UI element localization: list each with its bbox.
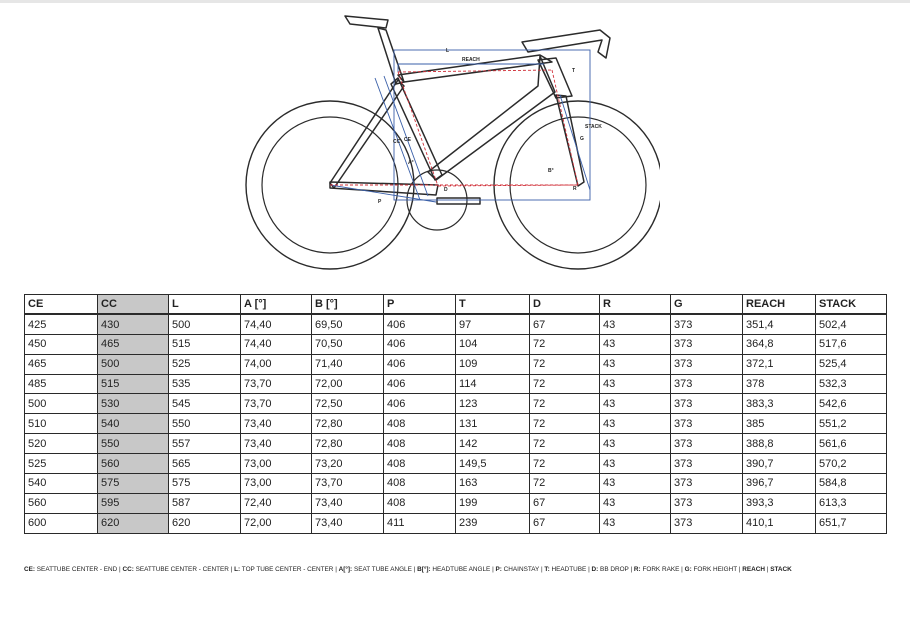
table-cell: 123 [456, 394, 530, 414]
table-cell: 73,40 [312, 493, 384, 513]
table-cell: 72 [530, 334, 600, 354]
table-cell: 67 [530, 314, 600, 334]
table-cell: 450 [25, 334, 98, 354]
table-cell: 551,2 [816, 414, 887, 434]
table-cell: 408 [384, 454, 456, 474]
legend-key: B[°]: [417, 566, 431, 573]
table-cell: 43 [600, 394, 671, 414]
legend-text: CHAINSTAY | [501, 566, 545, 573]
svg-text:B°: B° [548, 168, 554, 174]
table-row [25, 493, 887, 513]
legend-text: HEADTUBE ANGLE | [430, 566, 496, 573]
table-row [25, 474, 887, 494]
legend-text: HEADTUBE | [549, 566, 592, 573]
table-cell: 142 [456, 434, 530, 454]
table-cell: 43 [600, 493, 671, 513]
table-cell: 408 [384, 474, 456, 494]
table-cell: 561,6 [816, 434, 887, 454]
table-cell: 373 [671, 414, 743, 434]
table-cell: 393,3 [743, 493, 816, 513]
table-cell: 373 [671, 334, 743, 354]
table-cell: 557 [169, 434, 241, 454]
table-cell: 510 [25, 414, 98, 434]
table-cell: 595 [98, 493, 169, 513]
legend-text: FORK RAKE | [640, 566, 685, 573]
geometry-table [24, 294, 887, 534]
table-cell: 73,20 [312, 454, 384, 474]
table-row [25, 394, 887, 414]
legend-key: REACH [742, 566, 765, 573]
table-cell: 71,40 [312, 354, 384, 374]
table-cell: 620 [98, 513, 169, 533]
table-cell: 43 [600, 513, 671, 533]
column-header: CE [25, 295, 98, 315]
table-cell: 584,8 [816, 474, 887, 494]
table-cell: 43 [600, 314, 671, 334]
table-cell: 530 [98, 394, 169, 414]
table-cell: 67 [530, 493, 600, 513]
table-cell: 74,40 [241, 334, 312, 354]
table-cell: 149,5 [456, 454, 530, 474]
column-header: B [°] [312, 295, 384, 315]
column-header: REACH [743, 295, 816, 315]
table-cell: 373 [671, 474, 743, 494]
column-header: L [169, 295, 241, 315]
legend-key: G: [684, 566, 692, 573]
svg-text:R: R [573, 186, 577, 192]
table-cell: 73,00 [241, 454, 312, 474]
svg-text:T: T [572, 68, 576, 74]
table-cell: 72 [530, 354, 600, 374]
table-cell: 114 [456, 374, 530, 394]
svg-text:P: P [378, 199, 382, 205]
table-cell: 560 [25, 493, 98, 513]
table-cell: 72 [530, 434, 600, 454]
table-cell: 620 [169, 513, 241, 533]
table-cell: 73,40 [241, 414, 312, 434]
table-cell: 73,40 [241, 434, 312, 454]
table-header-row [25, 295, 887, 315]
table-cell: 390,7 [743, 454, 816, 474]
table-cell: 575 [98, 474, 169, 494]
table-cell: 425 [25, 314, 98, 334]
table-cell: 72 [530, 374, 600, 394]
table-cell: 73,70 [312, 474, 384, 494]
table-row [25, 334, 887, 354]
table-cell: 465 [98, 334, 169, 354]
dimension-lines-blue [330, 50, 590, 202]
table-cell: 73,00 [241, 474, 312, 494]
table-cell: 500 [25, 394, 98, 414]
table-cell: 485 [25, 374, 98, 394]
table-cell: 570,2 [816, 454, 887, 474]
svg-text:STACK: STACK [585, 124, 602, 130]
svg-text:L: L [446, 48, 450, 54]
table-cell: 43 [600, 354, 671, 374]
legend-key: D: [591, 566, 599, 573]
legend-text: BB DROP | [598, 566, 634, 573]
table-row [25, 513, 887, 533]
table-cell: 587 [169, 493, 241, 513]
legend-text: SEAT TUBE ANGLE | [352, 566, 418, 573]
table-cell: 396,7 [743, 474, 816, 494]
table-cell: 70,50 [312, 334, 384, 354]
table-cell: 520 [25, 434, 98, 454]
svg-text:CC: CC [393, 139, 401, 145]
table-cell: 408 [384, 434, 456, 454]
table-cell: 430 [98, 314, 169, 334]
table-cell: 651,7 [816, 513, 887, 533]
table-cell: 411 [384, 513, 456, 533]
table-cell: 465 [25, 354, 98, 374]
legend-text: | [764, 566, 771, 573]
table-cell: 550 [169, 414, 241, 434]
table-cell: 72,50 [312, 394, 384, 414]
table-cell: 364,8 [743, 334, 816, 354]
legend-text: SEATTUBE CENTER - END | [35, 566, 123, 573]
table-cell: 72 [530, 394, 600, 414]
table-cell: 73,40 [312, 513, 384, 533]
table-cell: 408 [384, 414, 456, 434]
table-cell: 372,1 [743, 354, 816, 374]
column-header: T [456, 295, 530, 315]
table-cell: 67 [530, 513, 600, 533]
legend [24, 566, 894, 573]
table-cell: 104 [456, 334, 530, 354]
table-cell: 43 [600, 474, 671, 494]
table-cell: 43 [600, 374, 671, 394]
table-cell: 373 [671, 434, 743, 454]
column-header: STACK [816, 295, 887, 315]
svg-text:D: D [444, 187, 448, 193]
table-cell: 373 [671, 374, 743, 394]
table-cell: 540 [25, 474, 98, 494]
table-cell: 406 [384, 354, 456, 374]
svg-text:A°: A° [408, 160, 414, 166]
table-cell: 410,1 [743, 513, 816, 533]
table-cell: 525 [169, 354, 241, 374]
table-cell: 109 [456, 354, 530, 374]
legend-key: CC: [122, 566, 134, 573]
table-cell: 373 [671, 354, 743, 374]
legend-text: SEATTUBE CENTER - CENTER | [133, 566, 235, 573]
column-header: A [°] [241, 295, 312, 315]
top-divider [0, 0, 910, 3]
table-cell: 43 [600, 454, 671, 474]
column-header: CC [98, 295, 169, 315]
table-row [25, 354, 887, 374]
legend-key: A[°]: [338, 566, 353, 573]
table-cell: 613,3 [816, 493, 887, 513]
table-cell: 69,50 [312, 314, 384, 334]
table-cell: 97 [456, 314, 530, 334]
table-cell: 525 [25, 454, 98, 474]
table-cell: 406 [384, 334, 456, 354]
table-cell: 550 [98, 434, 169, 454]
table-cell: 406 [384, 394, 456, 414]
table-cell: 502,4 [816, 314, 887, 334]
legend-text: TOP TUBE CENTER - CENTER | [240, 566, 339, 573]
table-cell: 517,6 [816, 334, 887, 354]
table-cell: 74,40 [241, 314, 312, 334]
column-header: R [600, 295, 671, 315]
table-cell: 500 [169, 314, 241, 334]
table-cell: 388,8 [743, 434, 816, 454]
table-cell: 560 [98, 454, 169, 474]
table-cell: 515 [98, 374, 169, 394]
table-cell: 131 [456, 414, 530, 434]
table-cell: 373 [671, 493, 743, 513]
table-cell: 535 [169, 374, 241, 394]
table-cell: 575 [169, 474, 241, 494]
column-header: G [671, 295, 743, 315]
table-cell: 72,80 [312, 414, 384, 434]
table-cell: 600 [25, 513, 98, 533]
table-cell: 199 [456, 493, 530, 513]
svg-text:CE: CE [404, 137, 411, 143]
legend-key: CE: [24, 566, 36, 573]
table-row [25, 374, 887, 394]
table-cell: 378 [743, 374, 816, 394]
table-cell: 542,6 [816, 394, 887, 414]
table-cell: 540 [98, 414, 169, 434]
svg-text:G: G [580, 136, 584, 142]
legend-key: P: [495, 566, 502, 573]
table-row [25, 434, 887, 454]
table-cell: 383,3 [743, 394, 816, 414]
table-cell: 408 [384, 493, 456, 513]
column-header: D [530, 295, 600, 315]
table-cell: 532,3 [816, 374, 887, 394]
table-cell: 373 [671, 314, 743, 334]
table-cell: 239 [456, 513, 530, 533]
table-row [25, 314, 887, 334]
table-cell: 72 [530, 414, 600, 434]
table-cell: 373 [671, 513, 743, 533]
table-cell: 385 [743, 414, 816, 434]
table-cell: 72,00 [241, 513, 312, 533]
table-cell: 373 [671, 394, 743, 414]
table-cell: 43 [600, 414, 671, 434]
legend-key: STACK [770, 566, 792, 573]
legend-text: FORK HEIGHT | [691, 566, 743, 573]
table-row [25, 414, 887, 434]
bike-geometry-diagram [240, 8, 660, 278]
table-cell: 73,70 [241, 374, 312, 394]
table-cell: 74,00 [241, 354, 312, 374]
table-cell: 43 [600, 334, 671, 354]
table-cell: 72,40 [241, 493, 312, 513]
table-cell: 515 [169, 334, 241, 354]
bike-frame [330, 16, 610, 204]
legend-key: L: [234, 566, 241, 573]
table-cell: 163 [456, 474, 530, 494]
table-cell: 406 [384, 374, 456, 394]
table-cell: 406 [384, 314, 456, 334]
table-cell: 72 [530, 474, 600, 494]
table-cell: 43 [600, 434, 671, 454]
table-cell: 351,4 [743, 314, 816, 334]
svg-text:REACH: REACH [462, 57, 480, 63]
table-cell: 72,00 [312, 374, 384, 394]
table-row [25, 454, 887, 474]
legend-key: R: [633, 566, 641, 573]
table-cell: 525,4 [816, 354, 887, 374]
dimension-labels [378, 48, 602, 205]
table-cell: 72 [530, 454, 600, 474]
table-cell: 72,80 [312, 434, 384, 454]
table-cell: 373 [671, 454, 743, 474]
column-header: P [384, 295, 456, 315]
table-cell: 73,70 [241, 394, 312, 414]
table-cell: 565 [169, 454, 241, 474]
table-cell: 545 [169, 394, 241, 414]
table-cell: 500 [98, 354, 169, 374]
legend-key: T: [544, 566, 550, 573]
